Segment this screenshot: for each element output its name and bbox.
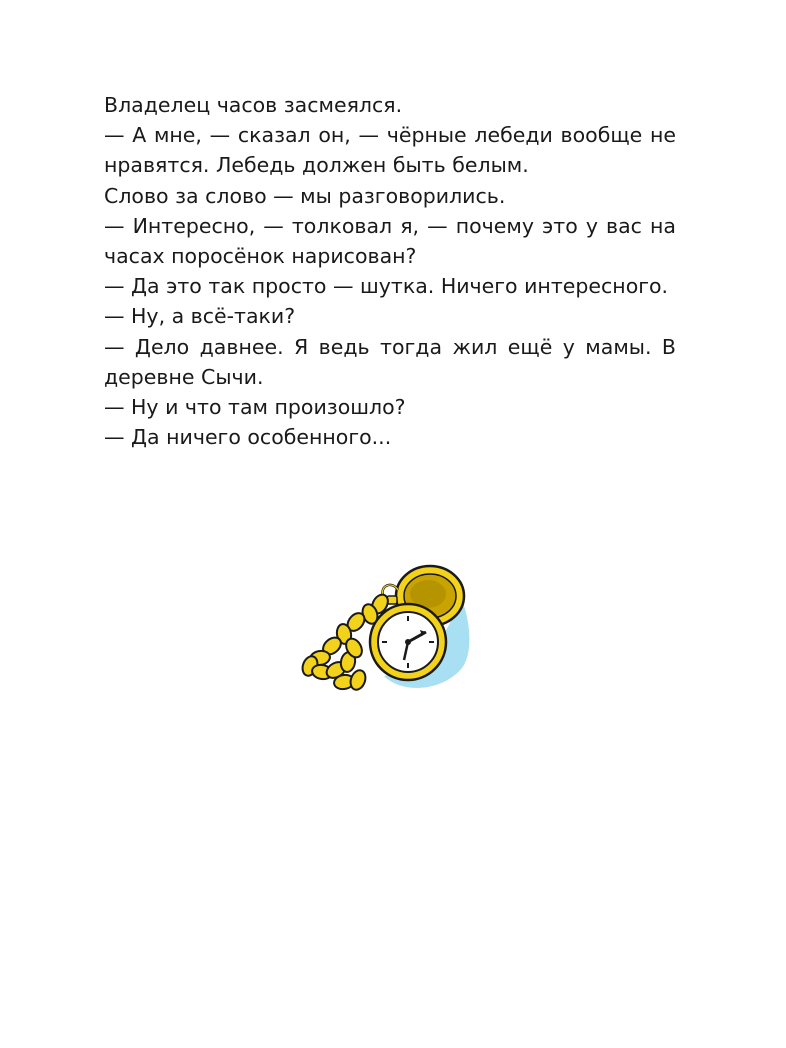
paragraph: — Да ничего особенного...: [104, 425, 392, 450]
paragraph: — Ну и что там произошло?: [104, 395, 406, 420]
pocket-watch-with-chain-icon: [292, 556, 478, 700]
paragraph: — Ну, а всё-таки?: [104, 304, 296, 329]
paragraph: — А мне, — сказал он, — чёрные лебеди вообще не нравятся. Лебедь должен быть белым.: [104, 123, 676, 178]
paragraph: — Дело давнее. Я ведь тогда жил ещё у мамы. В деревне Сычи.: [104, 334, 676, 389]
paragraph: — Интересно, — толковал я, — почему это у вас на часах поросёнок нарисован?: [104, 213, 676, 269]
paragraph: — Да это так просто — шутка. Ничего интересного.: [104, 274, 669, 299]
pocket-watch-illustration: [292, 556, 478, 700]
paragraph: Слово за слово — мы разговорились.: [104, 183, 506, 208]
story-text: [104, 90, 676, 452]
paragraph: Владелец часов засмеялся.: [104, 93, 403, 117]
